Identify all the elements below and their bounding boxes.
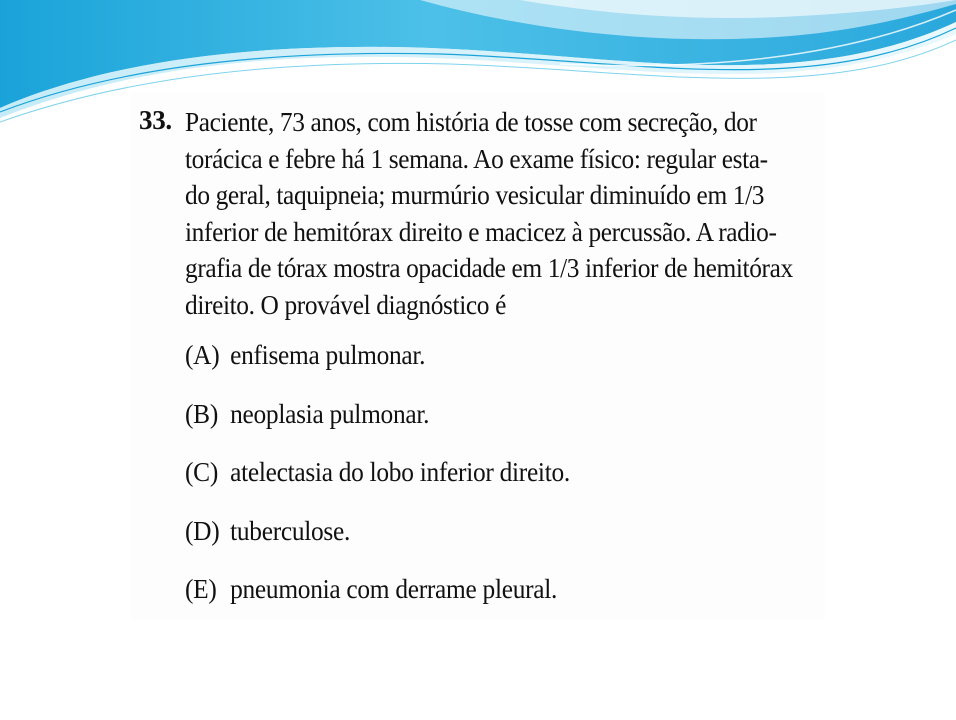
question-stem-line: Paciente, 73 anos, com história de tosse com secreção, dor [185,107,757,137]
option-text: pneumonia com derrame pleural. [230,574,558,604]
option-text: neoplasia pulmonar. [230,398,430,429]
option-letter: (B) [185,398,218,429]
option-letter: (A) [185,340,220,370]
question-stem-line: inferior de hemitórax direito e macicez à percussão. A radio- [185,216,777,247]
answer-options-list [185,340,595,633]
answer-option-a [185,340,570,399]
question-stem-line: torácica e febre há 1 semana. Ao exame físico: regular esta- [185,143,768,174]
question-stem-line: do geral, taquipneia; murmúrio vesicular diminuído em 1/3 [185,180,765,210]
answer-option-c [185,457,570,516]
option-text: atelectasia do lobo inferior direito. [230,457,570,487]
question-card [131,92,825,620]
question-stem [185,104,793,323]
question-stem-line: direito. O provável diagnóstico é [185,289,506,320]
option-text: enfisema pulmonar. [230,340,426,370]
question-stem-line: grafia de tórax mostra opacidade em 1/3 inferior de hemitórax [185,253,793,283]
answer-option-e [185,574,570,633]
option-letter: (E) [185,574,217,604]
answer-option-d [185,516,570,575]
option-letter: (D) [185,515,220,546]
answer-option-b [185,399,570,458]
option-letter: (C) [185,457,218,487]
question-number: 33. [139,105,172,135]
option-text: tuberculose. [230,515,351,546]
